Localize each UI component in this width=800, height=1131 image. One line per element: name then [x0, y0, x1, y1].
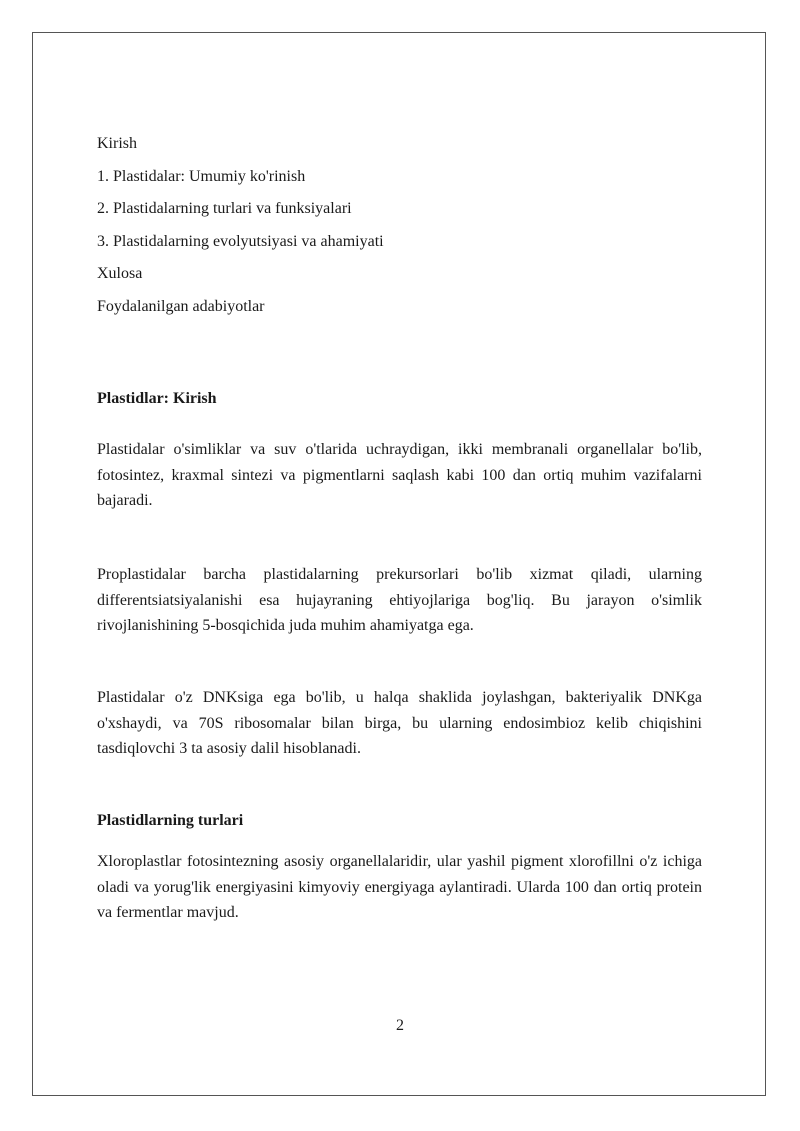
- table-of-contents: [97, 128, 702, 323]
- toc-item-chapter-1: 1. Plastidalar: Umumiy ko'rinish: [97, 167, 306, 185]
- toc-item-chapter-2: 2. Plastidalarning turlari va funksiyalari: [97, 200, 352, 217]
- toc-item-introduction: Kirish: [97, 135, 137, 152]
- section-heading-plastid-types: Plastidlarning turlari: [97, 812, 244, 829]
- paragraph-proplastids: Proplastidalar barcha plastidalarning prekursorlari bo'lib xizmat qiladi, ularning differentsiatsiyalanishi esa hujayraning ehtiyojlariga bog'liq. Bu jarayon o'simlik rivojlanishining 5-bosqichida juda muhim ahamiyatga ega.: [97, 566, 702, 634]
- paragraph-plastid-dna: Plastidalar o'z DNKsiga ega bo'lib, u halqa shaklida joylashgan, bakteriyalik DNKga o'xshaydi, va 70S ribosomalar bilan birga, bu ularning endosimbioz kelib chiqishini tasdiqlovchi 3 ta asosiy dalil hisoblanadi.: [97, 689, 702, 757]
- section-heading-introduction: Plastidlar: Kirish: [97, 390, 217, 407]
- toc-item-chapter-3: 3. Plastidalarning evolyutsiyasi va ahamiyati: [97, 232, 384, 250]
- page-number: 2: [396, 1017, 404, 1034]
- toc-item-references: Foydalanilgan adabiyotlar: [97, 297, 265, 315]
- toc-item-conclusion: Xulosa: [97, 265, 143, 282]
- paragraph-plastids-overview: Plastidalar o'simliklar va suv o'tlarida uchraydigan, ikki membranali organellalar bo'lib, fotosintez, kraxmal sintezi va pigmentlarni saqlash kabi 100 dan ortiq muhim vazifalarni bajaradi.: [97, 441, 702, 509]
- paragraph-chloroplasts: Xloroplastlar fotosintezning asosiy organellalaridir, ular yashil pigment xlorofillni o'z ichiga oladi va yorug'lik energiyasini kimyoviy energiyaga aylantiradi. Ularda 100 dan ortiq protein va fermentlar mavjud.: [97, 853, 702, 921]
